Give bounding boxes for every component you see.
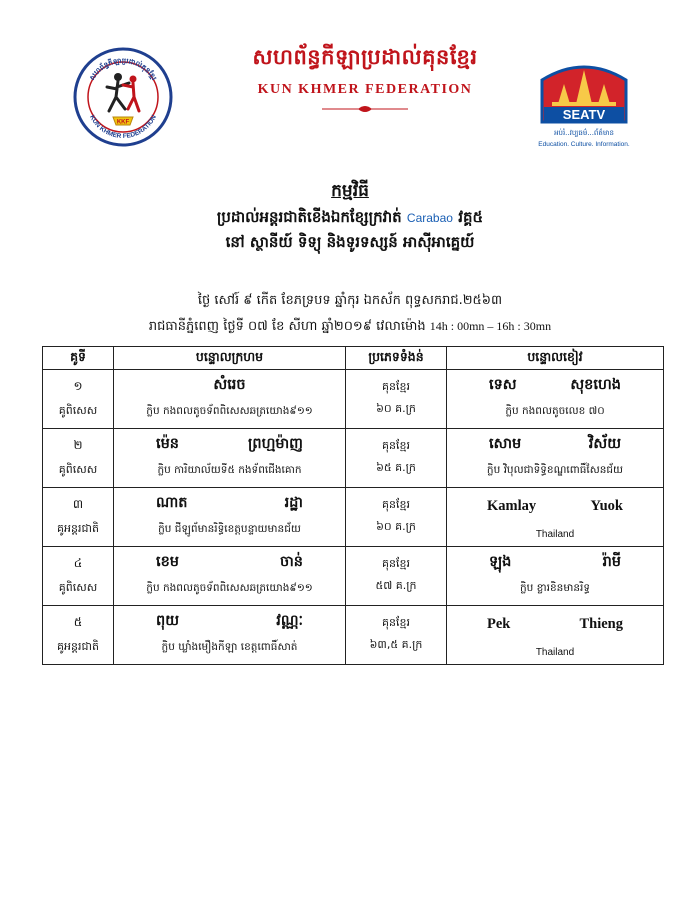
red-fighter-name-part: ខេម xyxy=(156,554,180,570)
blue-fighter-club: ក្លិប ខ្លារខិនមានរិទ្ធ xyxy=(520,582,590,594)
red-fighter-club: ក្លិប កងពលតូចទ័ពពិសេសឆត្រយោង៩១១ xyxy=(146,405,313,417)
header-weight-class: ប្រភេទទំងន់ xyxy=(346,347,447,370)
date-time-line xyxy=(0,318,700,337)
time-range: 14h : 00mn – 16h : 30mn xyxy=(429,319,552,333)
seatv-logo xyxy=(530,52,638,154)
blue-fighter-name-part: Yuok xyxy=(590,498,623,514)
bout-category: គូពិសេស xyxy=(58,581,98,594)
red-fighter-club: ក្លិប កងពលតូចទ័ពពិសេសឆត្រយោង៩១១ xyxy=(146,582,313,594)
event-title-line xyxy=(0,208,700,230)
bout-category: គូអន្តរជាតិ xyxy=(57,640,99,653)
header-blue-corner: បន្ទោលខៀវ xyxy=(447,347,664,370)
table-header-row xyxy=(43,347,664,370)
event-round: វគ្គ៥ xyxy=(458,208,484,226)
bout-category: គូអន្តរជាតិ xyxy=(57,522,99,535)
header-red-corner: បន្ទោលក្រហម xyxy=(114,347,346,370)
red-fighter-name xyxy=(114,612,345,633)
blue-fighter-club: ក្លិប វិបុលជាទិទ្ធិខណ្ឌពោធិ៍សែនជ័យ xyxy=(486,464,624,476)
title-ornament xyxy=(322,104,408,114)
blue-fighter-name xyxy=(447,616,663,633)
red-fighter-name-part: ចាន់ xyxy=(279,554,303,570)
bout-number: ៥ xyxy=(73,615,83,629)
bout-category: គូពិសេស xyxy=(58,463,98,476)
table-row xyxy=(43,547,664,606)
red-fighter-name-part: វណ្ណៈ xyxy=(276,613,303,629)
blue-fighter-name xyxy=(447,435,663,456)
table-row xyxy=(43,429,664,488)
table-row xyxy=(43,488,664,547)
table-row xyxy=(43,370,664,429)
weight-value: ៥៧ គ.ក្រ xyxy=(375,579,417,592)
blue-fighter-name-part: Kamlay xyxy=(487,498,537,514)
blue-fighter-name-part: Pek xyxy=(487,616,511,632)
blue-fighter-name xyxy=(447,498,663,515)
venue-line: នៅ ស្ថានីយ៍ ទិទ្យុ និងទូរទស្សន៍ អាស៊ីអាគ្នេយ៍ xyxy=(225,233,475,251)
red-fighter-club: ក្លិប ការិយាល័យទី៥ កងទ័ពជើងគោក xyxy=(157,464,302,476)
kkf-logo-top-text: សហព័ន្ធកីឡាប្រដាល់គុនខ្មែរ xyxy=(87,56,159,82)
program-title: កម្មវិធី xyxy=(331,181,369,201)
red-fighter-name xyxy=(114,494,345,515)
red-fighter-name xyxy=(114,435,345,456)
red-fighter-name-part: សំរេច xyxy=(213,377,246,393)
kkf-logo xyxy=(73,47,173,147)
red-fighter-name-part: ពុយ xyxy=(156,613,180,629)
seatv-tag-english: Education. Culture. Information. xyxy=(538,141,630,148)
seatv-tag-khmer: អប់រំ..វប្បធម៌...ព័ត៌មាន xyxy=(554,129,614,137)
blue-fighter-country: Thailand xyxy=(535,647,575,658)
bout-category: គូពិសេស xyxy=(58,404,98,417)
red-fighter-club: ក្លិប ជីឡូព័មានរិទ្ធិខេត្តបន្ទាយមានជ័យ xyxy=(158,523,301,535)
red-fighter-name-part: ណាត xyxy=(156,495,188,511)
blue-fighter-name-part: សោម xyxy=(489,436,522,452)
fight-card-table xyxy=(42,346,664,665)
weight-value: ៦៥ គ.ក្រ xyxy=(376,461,416,474)
weight-type: គុនខ្មែរ xyxy=(382,557,410,570)
kkf-logo-bottom-text: KUN KHMER FEDERATION xyxy=(88,114,158,141)
bout-number: ៣ xyxy=(72,497,84,511)
blue-fighter-name xyxy=(447,376,663,397)
weight-value: ៦៣,៥ គ.ក្រ xyxy=(369,638,423,651)
red-fighter-name-part: ម៉េន xyxy=(156,436,180,452)
federation-title-english: KUN KHMER FEDERATION xyxy=(257,82,473,97)
lunar-date-line: ថ្ងៃ សៅរ៍ ៩ កើត ខែភទ្របទ ឆ្នាំកុរ ឯកស័ក ពុទ្ធសករាជ.២៥៦៣ xyxy=(197,293,503,308)
table-row xyxy=(43,606,664,665)
blue-fighter-name-part: វិស័យ xyxy=(588,436,621,452)
red-fighter-club: ក្លិប ឃ្លាំងមឿងកីឡា ខេត្តពោធិ៍សាត់ xyxy=(161,641,298,653)
red-fighter-name-part: ព្រហ្មម៉ាញ xyxy=(248,436,303,452)
red-fighter-name xyxy=(114,376,345,397)
weight-type: គុនខ្មែរ xyxy=(382,380,410,393)
header-bout-number: គូទី xyxy=(43,347,114,370)
bout-number: ២ xyxy=(73,438,83,452)
kkf-monogram: KKF xyxy=(116,119,130,126)
weight-value: ៦០ គ.ក្រ xyxy=(376,520,416,533)
weight-type: គុនខ្មែរ xyxy=(382,498,410,511)
sponsor-name: Carabao xyxy=(406,211,453,225)
bout-number: ១ xyxy=(73,379,83,393)
weight-value: ៦០ គ.ក្រ xyxy=(376,402,416,415)
red-fighter-name xyxy=(114,553,345,574)
weight-type: គុនខ្មែរ xyxy=(382,439,410,452)
red-fighter-name-part: រដ្ឋា xyxy=(284,495,303,511)
bout-number: ៤ xyxy=(73,556,83,570)
blue-fighter-club: ក្លិប កងពលតូចលេខ ៧០ xyxy=(505,405,605,417)
blue-fighter-name xyxy=(447,553,663,574)
blue-fighter-country: Thailand xyxy=(535,529,575,540)
date-location-text: រាជធានីភ្នំពេញ ថ្ងៃទី ០៧ ខែ សីហា ឆ្នាំ២០១៩ វេលាម៉ោង xyxy=(148,319,426,334)
blue-fighter-name-part: សុខហេង xyxy=(570,377,621,393)
weight-type: គុនខ្មែរ xyxy=(382,616,410,629)
seatv-brand: SEATV xyxy=(562,107,606,122)
blue-fighter-name-part: ទេស xyxy=(489,377,517,393)
event-title-text: ប្រដាល់អន្តរជាតិខើងឯកខ្សែក្រវាត់ xyxy=(216,208,402,226)
federation-title-khmer: សហព័ន្ធកីឡាប្រដាល់គុនខ្មែរ xyxy=(252,45,478,69)
blue-fighter-name-part: ឡុង xyxy=(489,554,512,570)
blue-fighter-name-part: រ៉ាមី xyxy=(602,554,621,570)
blue-fighter-name-part: Thieng xyxy=(579,616,623,632)
